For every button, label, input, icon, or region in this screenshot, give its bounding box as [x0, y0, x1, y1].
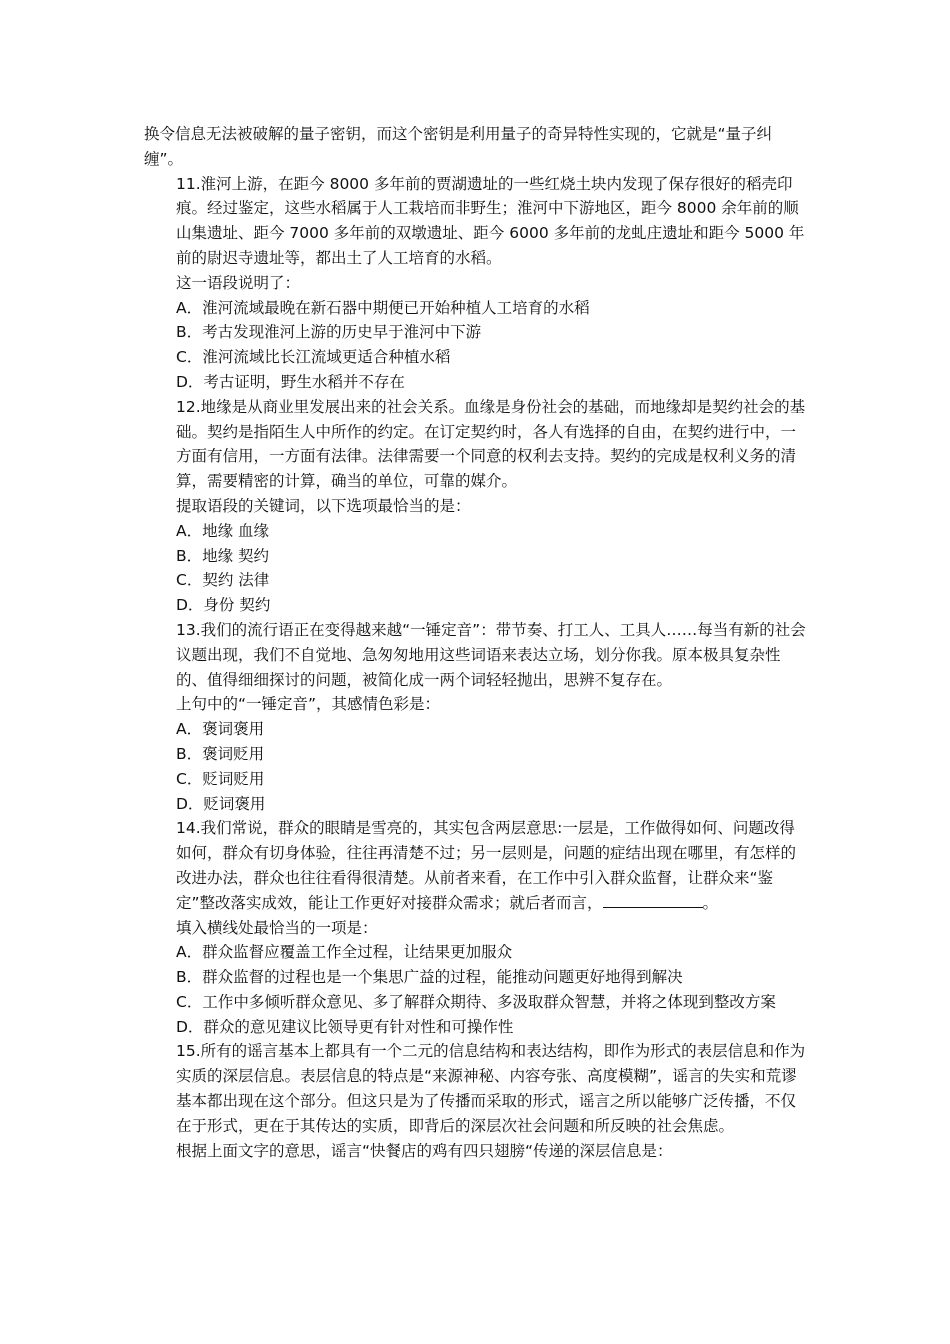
- question-14-stem-end: 。: [702, 893, 719, 912]
- question-14-prompt: 填入横线处最恰当的一项是：: [176, 918, 378, 937]
- question-11-option-a: A．淮河流域最晚在新石器中期便已开始种植人工培育的水稻: [176, 298, 590, 317]
- question-14-stem-text: 14.我们常说，群众的眼睛是雪亮的，其实包含两层意思:一层是，工作做得如何、问题改得如何，群众有切身体验，往往再清楚不过；另一层则是，问题的症结出现在哪里，有怎样的改进办法，群众也往往看得很清楚。从前者来看，在工作中引入群众监督，让群众来“鉴定”整改落实成效，能让工作更好对接群众需求；就后者而言，: [176, 819, 797, 912]
- question-14-option-a: A．群众监督应覆盖工作全过程，让结果更加服众: [176, 943, 513, 962]
- question-14-option-d: D．群众的意见建议比领导更有针对性和可操作性: [176, 1017, 514, 1036]
- question-11-option-d: D．考古证明，野生水稻并不存在: [176, 372, 405, 391]
- question-11-option-c: C．淮河流域比长江流域更适合种植水稻: [176, 348, 451, 367]
- question-13-prompt: 上句中的“一锤定音”，其感情色彩是：: [176, 695, 441, 714]
- question-13-option-c: C．贬词贬用: [176, 769, 265, 788]
- question-14-option-c: C．工作中多倾听群众意见、多了解群众期待、多汲取群众智慧，并将之体现到整改方案: [176, 992, 776, 1011]
- question-11-option-b: B．考古发现淮河上游的历史早于淮河中下游: [176, 323, 482, 342]
- fill-in-blank-line: [603, 893, 703, 908]
- question-13-stem: 13.我们的流行语正在变得越来越“一锤定音”：带节奏、打工人、工具人……每当有新的社会议题出现，我们不自觉地、急匆匆地用这些词语来表达立场，划分你我。原本极具复杂性的、值得细细探讨的问题，被简化成一两个词轻轻抛出，思辨不复存在。: [176, 620, 806, 689]
- question-13-option-d: D．贬词褒用: [176, 794, 266, 813]
- question-12-prompt: 提取语段的关键词，以下选项最恰当的是：: [176, 496, 471, 515]
- question-14-stem: [144, 816, 808, 915]
- question-15-stem: 15.所有的谣言基本上都具有一个二元的信息结构和表达结构，即作为形式的表层信息和作为实质的深层信息。表层信息的特点是“来源神秘、内容夸张、高度模糊”，谣言的失实和荒谬基本都出现在这个部分。但这只是为了传播而采取的形式，谣言之所以能够广泛传播，不仅在于形式，更在于其传达的实质，即背后的深层次社会问题和所反映的社会焦虑。: [176, 1042, 806, 1135]
- question-12-option-a: A．地缘 血缘: [176, 521, 270, 540]
- intro-paragraph: 换令信息无法被破解的量子密钥，而这个密钥是利用量子的奇异特性实现的，它就是“量子纠缠”。: [144, 125, 773, 168]
- question-13-option-b: B．褒词贬用: [176, 744, 265, 763]
- question-15-prompt: 根据上面文字的意思，谣言“快餐店的鸡有四只翅膀“传递的深层信息是：: [176, 1141, 673, 1160]
- question-12-option-d: D．身份 契约: [176, 596, 271, 615]
- question-14-option-b: B．群众监督的过程也是一个集思广益的过程，能推动问题更好地得到解决: [176, 968, 683, 987]
- question-12-option-b: B．地缘 契约: [176, 546, 270, 565]
- document-page: [144, 122, 808, 1163]
- question-12-option-c: C．契约 法律: [176, 571, 270, 590]
- question-13-option-a: A．褒词褒用: [176, 720, 265, 739]
- question-11-stem: 11.淮河上游，在距今 8000 多年前的贾湖遗址的一些红烧土块内发现了保存很好的稻壳印痕。经过鉴定，这些水稻属于人工栽培而非野生；淮河中下游地区，距今 8000 余年前的顺山集遗址、距今 7000 多年前的双墩遗址、距今 6000 多年前的龙虬庄遗址和距今 5000 年前的尉迟寺遗址等，都出土了人工培育的水稻。: [176, 174, 805, 267]
- question-12-stem: 12.地缘是从商业里发展出来的社会关系。血缘是身份社会的基础，而地缘却是契约社会的基础。契约是指陌生人中所作的约定。在订定契约时，各人有选择的自由，在契约进行中，一方面有信用，一方面有法律。法律需要一个同意的权利去支持。契约的完成是权利义务的清算，需要精密的计算，确当的单位，可靠的媒介。: [176, 397, 806, 491]
- question-11-prompt: 这一语段说明了：: [176, 273, 301, 292]
